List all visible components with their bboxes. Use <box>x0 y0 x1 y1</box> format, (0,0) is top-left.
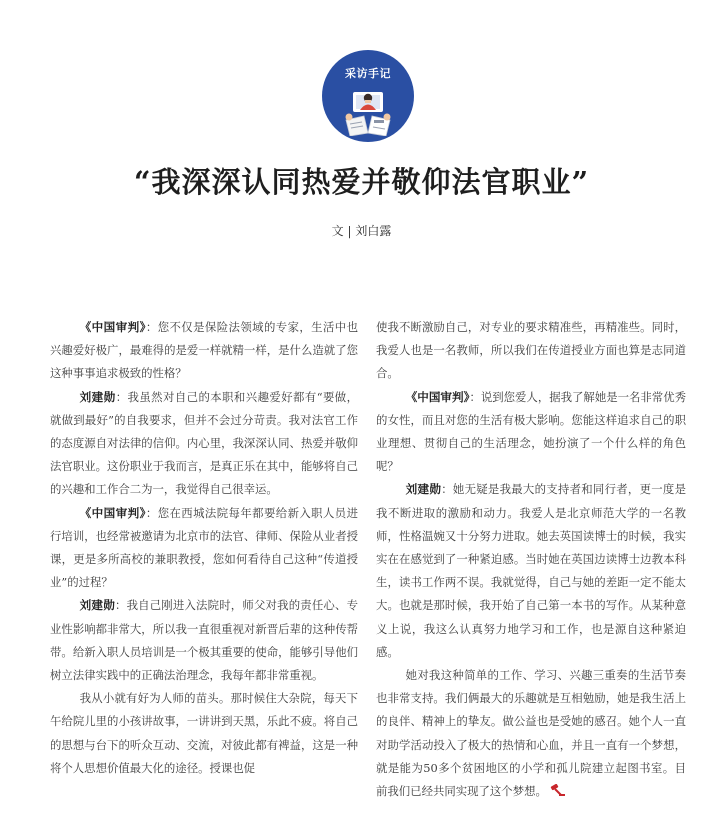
paragraph-text: ：她无疑是我最大的支持者和同行者，更一度是我不断进取的激励和动力。我爱人是北京师范大学的一名教师，性格温婉又十分努力进取。她去英国读博士的时候，我实实在在感觉到了一种紧迫感。当时她在英国边读博士边教本科生，读书工作两不误。我就觉得，自己与她的差距一定不能太大。也就是那时候，我开始了自己第一本书的写作。从某种意义上说，我这么认真努力地学习和工作，也是源自这种紧迫感。 <box>376 482 686 659</box>
paragraph <box>50 594 358 687</box>
paragraph <box>376 664 686 803</box>
paragraph-text: ：我自己刚进入法院时，师父对我的责任心、专业性影响都非常大，所以我一直很重视对新晋后辈的这种传帮带。给新入职人员培训是一个极其重要的使命，能够引导他们树立法律实践中的正确法治理念，我每年都非常重视。 <box>50 598 358 683</box>
speaker-label: 刘建勋 <box>79 389 116 404</box>
paragraph-text: 她对我这种简单的工作、学习、兴趣三重奏的生活节奏也非常支持。我们俩最大的乐趣就是互相勉励，她是我生活上的良伴、精神上的挚友。做公益也是受她的感召。她个人一直对助学活动投入了极大的热情和心血，并且一直有一个梦想，就是能为50多个贫困地区的小学和孤儿院建立起图书室。目前我们已经共同实现了这个梦想。 <box>376 668 686 799</box>
speaker-label: 《中国审判》 <box>79 320 146 334</box>
paragraph <box>376 478 686 664</box>
paragraph <box>376 316 686 386</box>
speaker-label: 刘建勋 <box>405 482 442 497</box>
paragraph <box>50 316 358 386</box>
article-title: “我深深认同热爱并敬仰法官职业” <box>133 165 590 199</box>
paragraph <box>376 386 686 479</box>
paragraph <box>50 386 358 502</box>
gavel-end-icon <box>550 784 565 797</box>
reporter-with-newspaper-icon <box>340 86 396 136</box>
column-badge <box>322 50 414 142</box>
speaker-label: 《中国审判》 <box>79 505 146 520</box>
paragraph-text: 使我不断激励自己，对专业的要求精准些，再精准些。同时，我爱人也是一名教师，所以我们在传道授业方面也算是志同道合。 <box>376 320 686 381</box>
paragraph <box>50 502 358 595</box>
badge-label: 采访手记 <box>345 67 391 80</box>
left-column <box>50 316 358 780</box>
speaker-label: 《中国审判》 <box>405 389 470 404</box>
paragraph-text: ：我虽然对自己的本职和兴趣爱好都有“要做，就做到最好”的自我要求，但并不会过分苛责。我对法官工作的态度源自对法律的信仰。内心里，我深深认同、热爱并敬仰法官职业。这份职业于我而言，是真正乐在其中，能够将自己的兴趣和工作合二为一，我觉得自己很幸运。 <box>50 389 358 497</box>
paragraph-text: ：您在西城法院每年都要给新入职人员进行培训，也经常被邀请为北京市的法官、律师、保险从业者授课，更是多所高校的兼职教授，您如何看待自己这种“传道授业”的过程？ <box>50 505 358 590</box>
paragraph-text: ：说到您爱人，据我了解她是一名非常优秀的女性，而且对您的生活有极大影响。您能这样追求自己的职业理想、贯彻自己的生活理念，她扮演了一个什么样的角色呢？ <box>376 389 686 474</box>
paragraph-text: 我从小就有好为人师的苗头。那时候住大杂院，每天下午给院儿里的小孩讲故事，一讲讲到天黑，乐此不疲。将自己的思想与台下的听众互动、交流，对彼此都有裨益，这是一种将个人思想价值最大化的途径。授课也促 <box>50 691 358 775</box>
right-column <box>376 316 686 803</box>
paragraph <box>50 687 358 780</box>
article-byline: 文 | 刘白露 <box>331 224 392 238</box>
speaker-label: 刘建勋 <box>79 598 115 613</box>
paragraph-text: ：您不仅是保险法领域的专家，生活中也兴趣爱好极广，最难得的是爱一样就精一样，是什么造就了您这种事事追求极致的性格？ <box>50 320 358 381</box>
